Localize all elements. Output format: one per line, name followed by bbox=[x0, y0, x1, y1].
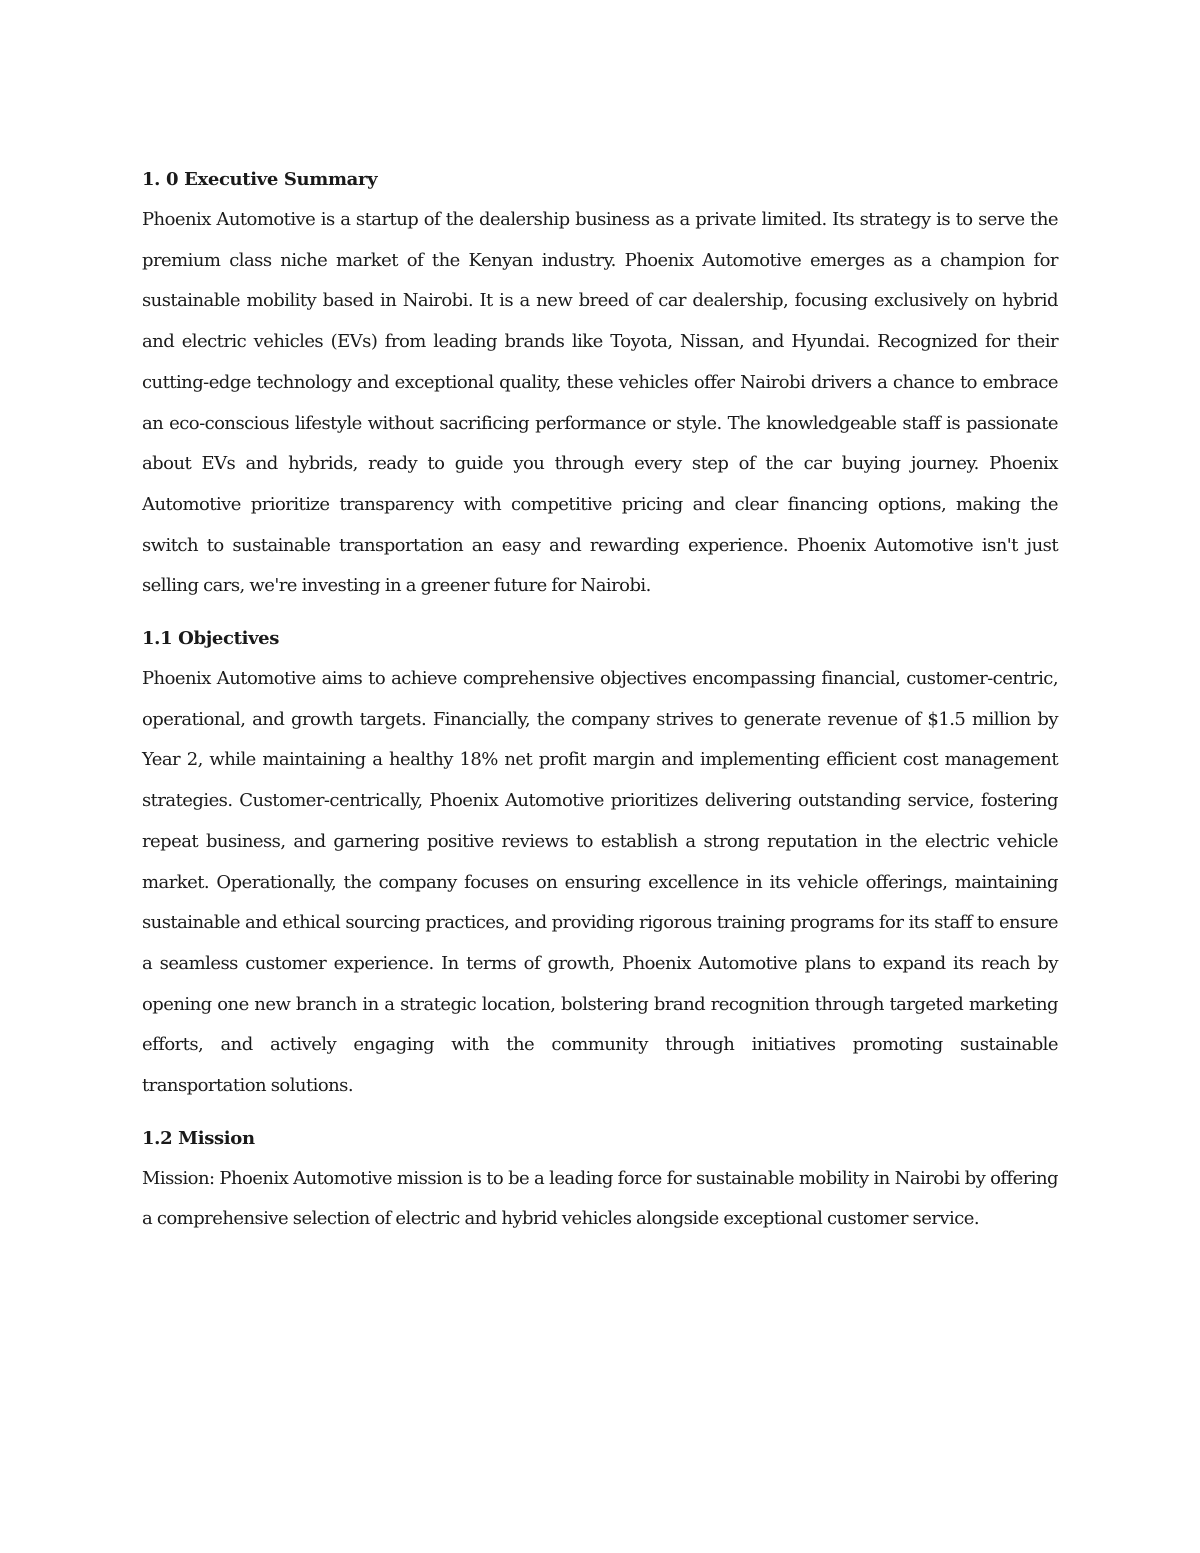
section-paragraph: Mission: Phoenix Automotive mission is to be a leading force for sustainable mobility in Nairobi by offering a comprehensive selection of electric and hybrid vehicles alongside exceptional customer service. bbox=[142, 1167, 1058, 1230]
section-paragraph: Phoenix Automotive is a startup of the dealership business as a private limited. Its strategy is to serve the premium class niche market of the Kenyan industry. Phoenix Automotive emerges as a champion for sustainable mobility based in Nairobi. It is a new breed of car dealership, focusing exclusively on hybrid and electric vehicles (EVs) from leading brands like Toyota, Nissan, and Hyundai. Recognized for their cutting-edge technology and exceptional quality, these vehicles offer Nairobi drivers a chance to embrace an eco-conscious lifestyle without sacrificing performance or style. The knowledgeable staff is passionate about EVs and hybrids, ready to guide you through every step of the car buying journey. Phoenix Automotive prioritize transparency with competitive pricing and clear financing options, making the switch to sustainable transportation an easy and rewarding experience. Phoenix Automotive isn't just selling cars, we're investing in a greener future for Nairobi. bbox=[142, 209, 1058, 597]
executive-summary-section bbox=[142, 160, 1058, 607]
section-heading: 1. 0 Executive Summary bbox=[142, 169, 378, 190]
section-heading: 1.2 Mission bbox=[142, 1127, 255, 1149]
section-heading: 1.1 Objectives bbox=[142, 628, 280, 650]
section-paragraph: Phoenix Automotive aims to achieve comprehensive objectives encompassing financial, customer-centric, operational, and growth targets. Financially, the company strives to generate revenue of $1.5 million by Year 2, while maintaining a healthy 18% net profit margin and implementing efficient cost management strategies. Customer-centrically, Phoenix Automotive prioritizes delivering outstanding service, fostering repeat business, and garnering positive reviews to establish a strong reputation in the electric vehicle market. Operationally, the company focuses on ensuring excellence in its vehicle offerings, maintaining sustainable and ethical sourcing practices, and providing rigorous training programs for its staff to ensure a seamless customer experience. In terms of growth, Phoenix Automotive plans to expand its reach by opening one new branch in a strategic location, bolstering brand recognition through targeted marketing efforts, and actively engaging with the community through initiatives promoting sustainable transportation solutions. bbox=[142, 668, 1058, 1097]
objectives-section bbox=[142, 619, 1058, 1107]
mission-section bbox=[142, 1119, 1058, 1240]
document-page bbox=[142, 160, 1058, 1240]
